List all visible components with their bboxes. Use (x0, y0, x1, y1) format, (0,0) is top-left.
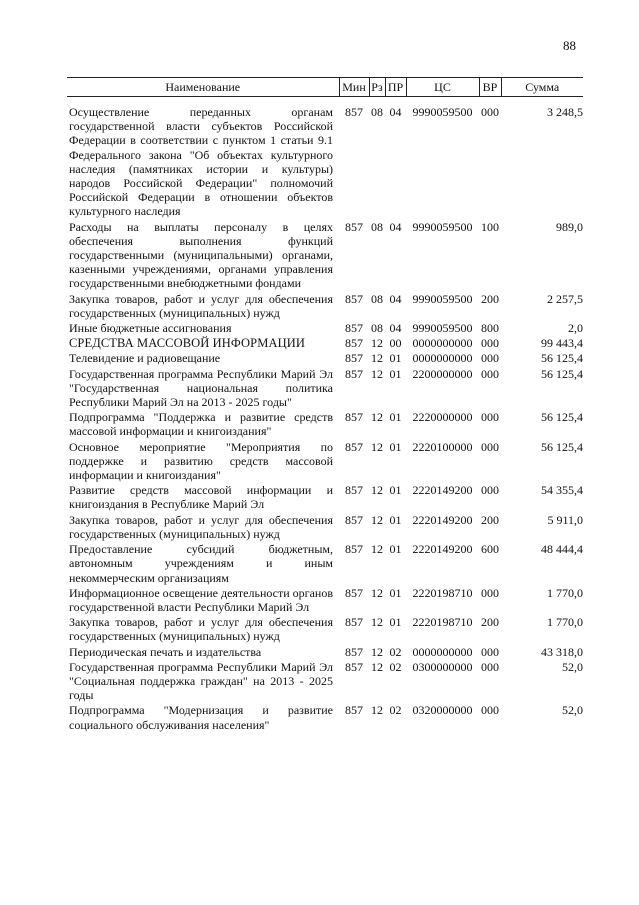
cell-vr: 000 (481, 410, 499, 425)
table-row (67, 336, 583, 351)
cell-pr: 01 (389, 439, 402, 454)
cell-sum: 99 443,4 (541, 336, 583, 351)
cell-sum: 56 125,4 (541, 410, 583, 425)
cell-rz: 12 (371, 585, 383, 600)
cell-min: 857 (345, 542, 363, 557)
cell-pr: 04 (389, 219, 402, 234)
cell-sum: 2,0 (568, 321, 583, 336)
cell-vr: 000 (481, 644, 499, 659)
cell-name: Иные бюджетные ассигнования (69, 321, 232, 336)
cell-name: Развитие средств массовой информации и книгоиздания в Республике Марий Эл (69, 483, 333, 512)
cell-rz: 12 (371, 439, 383, 454)
header-vr: ВР (479, 78, 501, 97)
cell-sum: 5 911,0 (547, 512, 583, 527)
cell-cs: 2220000000 (412, 410, 473, 425)
cell-name: Закупка товаров, работ и услуг для обеспечения государственных (муниципальных) нужд (69, 291, 333, 320)
table-row (67, 440, 583, 484)
cell-name: СРЕДСТВА МАССОВОЙ ИНФОРМАЦИИ (69, 336, 305, 351)
cell-name: Государственная программа Республики Марий Эл "Государственная национальная политика Республики Марий Эл на 2013 - 2025 годы" (69, 366, 333, 410)
cell-vr: 000 (481, 439, 499, 454)
header-min: Мин (339, 78, 369, 97)
cell-min: 857 (345, 336, 363, 351)
cell-sum: 56 125,4 (541, 351, 583, 366)
cell-cs: 9990059500 (412, 219, 473, 234)
cell-sum: 43 318,0 (541, 644, 583, 659)
table-row (67, 483, 583, 512)
cell-name: Основное мероприятие "Мероприятия по поддержке и развитию средств массовой информации и книгоиздания" (69, 439, 333, 483)
cell-pr: 02 (389, 644, 402, 659)
cell-vr: 000 (481, 585, 499, 600)
cell-vr: 000 (481, 105, 499, 119)
cell-vr: 800 (481, 321, 499, 336)
cell-sum: 56 125,4 (541, 439, 583, 454)
cell-pr: 01 (389, 366, 402, 381)
table-row (67, 351, 583, 366)
cell-cs: 0000000000 (412, 336, 473, 351)
cell-min: 857 (345, 615, 363, 630)
table-row (67, 703, 583, 732)
header-name: Наименование (67, 78, 339, 97)
table-row (67, 321, 583, 336)
cell-min: 857 (345, 703, 363, 718)
cell-pr: 04 (389, 321, 402, 336)
cell-min: 857 (345, 291, 363, 306)
cell-min: 857 (345, 439, 363, 454)
cell-cs: 2220149200 (412, 512, 473, 527)
header-rz: Рз (369, 78, 385, 97)
table-body (67, 97, 583, 733)
cell-vr: 000 (481, 351, 499, 366)
cell-sum: 989,0 (556, 219, 583, 234)
cell-name: Периодическая печать и издательства (69, 644, 262, 659)
cell-pr: 00 (389, 336, 402, 351)
cell-vr: 000 (481, 336, 499, 351)
cell-cs: 0000000000 (412, 644, 473, 659)
page-number: 88 (563, 38, 576, 53)
cell-rz: 12 (371, 483, 383, 498)
cell-pr: 04 (389, 291, 402, 306)
cell-rz: 12 (371, 512, 383, 527)
table-row (67, 367, 583, 411)
cell-rz: 08 (371, 291, 383, 306)
cell-rz: 08 (371, 219, 383, 234)
cell-pr: 01 (389, 542, 402, 557)
cell-rz: 12 (371, 366, 383, 381)
cell-min: 857 (345, 585, 363, 600)
cell-name: Телевидение и радиовещание (69, 351, 221, 366)
cell-rz: 08 (371, 321, 383, 336)
cell-name: Подпрограмма "Поддержка и развитие средств массовой информации и книгоиздания" (69, 410, 333, 439)
cell-cs: 2220149200 (412, 542, 473, 557)
cell-sum: 1 770,0 (547, 585, 583, 600)
cell-pr: 01 (389, 483, 402, 498)
cell-vr: 200 (481, 615, 499, 630)
cell-vr: 600 (481, 542, 499, 557)
cell-sum: 56 125,4 (541, 366, 583, 381)
cell-min: 857 (345, 410, 363, 425)
cell-cs: 0320000000 (412, 703, 473, 718)
cell-cs: 2220149200 (412, 483, 473, 498)
cell-min: 857 (345, 659, 363, 674)
cell-min: 857 (345, 321, 363, 336)
cell-name: Закупка товаров, работ и услуг для обеспечения государственных (муниципальных) нужд (69, 512, 333, 541)
cell-min: 857 (345, 105, 363, 119)
cell-pr: 01 (389, 410, 402, 425)
table-row (67, 513, 583, 542)
cell-cs: 2220198710 (412, 585, 473, 600)
cell-name: Закупка товаров, работ и услуг для обеспечения государственных (муниципальных) нужд (69, 615, 333, 644)
table-row (67, 660, 583, 704)
table-row (67, 542, 583, 586)
cell-pr: 01 (389, 351, 402, 366)
table-row (67, 410, 583, 439)
cell-min: 857 (345, 512, 363, 527)
cell-pr: 02 (389, 703, 402, 718)
cell-vr: 000 (481, 483, 499, 498)
cell-min: 857 (345, 644, 363, 659)
cell-min: 857 (345, 351, 363, 366)
cell-min: 857 (345, 366, 363, 381)
cell-name: Информационное освещение деятельности органов государственной власти Республики Марий Эл (69, 585, 333, 614)
table-row (67, 645, 583, 660)
cell-pr: 01 (389, 512, 402, 527)
cell-cs: 0300000000 (412, 659, 473, 674)
cell-cs: 9990059500 (412, 291, 473, 306)
cell-sum: 1 770,0 (547, 615, 583, 630)
cell-cs: 9990059500 (412, 105, 473, 119)
cell-sum: 2 257,5 (547, 291, 583, 306)
cell-rz: 12 (371, 644, 383, 659)
header-sum: Сумма (501, 78, 583, 97)
cell-vr: 200 (481, 512, 499, 527)
cell-sum: 52,0 (562, 703, 583, 718)
table-row (67, 292, 583, 321)
table-row (67, 220, 583, 292)
cell-min: 857 (345, 483, 363, 498)
cell-rz: 12 (371, 410, 383, 425)
table-row (67, 615, 583, 644)
cell-name: Осуществление переданных органам государственной власти субъектов Российской Федерации в соответствии с пунктом 1 статьи 9.1 Федерального закона "Об объектах культурного наследия (памятниках истории и культуры) народов Российской Федерации" полномочий Российской Федерации в отношении объектов культурного наследия (69, 105, 333, 219)
table-row (67, 97, 583, 220)
header-pr: ПР (385, 78, 406, 97)
cell-cs: 2220198710 (412, 615, 473, 630)
cell-rz: 12 (371, 542, 383, 557)
cell-rz: 12 (371, 336, 383, 351)
cell-name: Предоставление субсидий бюджетным, автономным учреждениям и иным некоммерческим организациям (69, 542, 333, 585)
cell-pr: 01 (389, 615, 402, 630)
cell-name: Подпрограмма "Модернизация и развитие социального обслуживания населения" (69, 703, 333, 732)
cell-min: 857 (345, 219, 363, 234)
cell-sum: 52,0 (562, 659, 583, 674)
cell-cs: 0000000000 (412, 351, 473, 366)
table-row (67, 586, 583, 615)
cell-vr: 000 (481, 703, 499, 718)
budget-table (67, 77, 583, 733)
cell-vr: 000 (481, 659, 499, 674)
cell-rz: 12 (371, 703, 383, 718)
cell-sum: 54 355,4 (541, 483, 583, 498)
cell-name: Расходы на выплаты персоналу в целях обеспечения выполнения функций государственными (муниципальными) органами, казенными учреждениями, органами управления государственными внебюджетными фондами (69, 219, 333, 291)
cell-pr: 02 (389, 659, 402, 674)
cell-pr: 04 (389, 105, 402, 119)
cell-pr: 01 (389, 585, 402, 600)
cell-rz: 12 (371, 659, 383, 674)
cell-name: Государственная программа Республики Марий Эл "Социальная поддержка граждан" на 2013 - 2025 годы (69, 659, 333, 703)
cell-vr: 200 (481, 291, 499, 306)
cell-sum: 3 248,5 (547, 105, 583, 119)
cell-vr: 000 (481, 366, 499, 381)
table-header-row (67, 78, 583, 97)
cell-rz: 12 (371, 615, 383, 630)
cell-rz: 12 (371, 351, 383, 366)
cell-sum: 48 444,4 (541, 542, 583, 557)
header-cs: ЦС (406, 78, 479, 97)
cell-rz: 08 (371, 105, 383, 119)
cell-cs: 2200000000 (412, 366, 473, 381)
cell-cs: 9990059500 (412, 321, 473, 336)
cell-cs: 2220100000 (412, 439, 473, 454)
cell-vr: 100 (481, 219, 499, 234)
